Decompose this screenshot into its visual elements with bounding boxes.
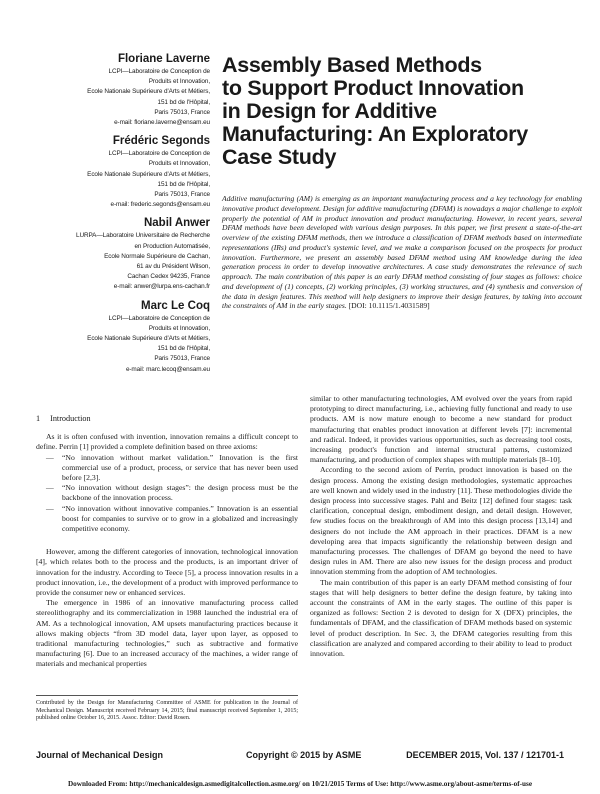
- footnote-text: Contributed by the Design for Manufacturing Committee of ASME for publication in the Journal of Mechanical Design. Manuscript received February 14, 2015; final manuscript received September 1, 2015; published online October 16, 2015. Assoc. Editor: David Rosen.: [36, 700, 298, 722]
- axiom-list: [36, 453, 298, 535]
- author-block: [10, 134, 210, 210]
- footnote: [36, 695, 298, 723]
- dash-bullet: —: [46, 503, 54, 513]
- title-line: to Support Product Innovation: [222, 76, 524, 100]
- abstract: [222, 194, 582, 311]
- affiliation-line: LCPI—Laboratoire de Conception de: [108, 68, 210, 75]
- axiom-text: “No innovation without innovative companies.” Innovation is an essential boost for companies to survive or to grow in a globalized and increasingly competitive economy.: [62, 503, 298, 534]
- section-heading: [36, 414, 298, 424]
- author-email: e-mail: floriane.laverne@ensam.eu: [114, 119, 210, 127]
- paragraph: similar to other manufacturing technologies, AM evolved over the years from rapid prototyping to direct manufacturing, i.e., achieving fully functional and ready to use products. AM is now mature enough to become a new standard for product manufacturing that enables product innovation at different levels [7]: incremental and radical. Indeed, it provides various opportunities, such as decreasing tool costs, increasing product's function and internal structural patterns, customized manufacturing, and production of complex shapes with multiple materials [8–10].: [310, 394, 572, 465]
- body-column-left: [36, 414, 298, 670]
- affiliation-line: LURPA—Laboratoire Universitaire de Recherche: [75, 232, 210, 240]
- author-block: [10, 216, 210, 292]
- section-number: 1: [36, 414, 41, 423]
- authors-column: [10, 52, 210, 381]
- body-column-right: [310, 394, 572, 659]
- affiliation-line: Ecole Normale Supérieure de Cachan,: [104, 252, 210, 260]
- affiliation-line: Ecole Nationale Supérieure d'Arts et Métiers,: [87, 335, 210, 343]
- author-name: Floriane Laverne: [117, 53, 210, 65]
- dash-bullet: —: [46, 452, 54, 462]
- issue-info: DECEMBER 2015, Vol. 137 / 121701-1: [406, 750, 564, 760]
- affiliation-line: Ecole Nationale Supérieure d'Arts et Métiers,: [87, 88, 210, 96]
- affiliation-line: Produits et Innovation,: [148, 160, 210, 168]
- author-email: e-mail: marc.lecoq@ensam.eu: [125, 365, 210, 373]
- title-line: Manufacturing: An Exploratory: [222, 122, 528, 146]
- author-block: [10, 299, 210, 375]
- paragraph: The main contribution of this paper is an early DFAM method consisting of four stages that will help designers to better define the design feature, by taking into account the constraints of AM in the early stages. The outline of this paper is organized as follows: Section 2 is devoted to design for X (DFX) principles, the fundamentals of DFAM, and the classification of DFAM methods based on systemic level of product description. In Sec. 3, the DFAM categories resulting from this classification are analyzed and compared according to their ability to lead to product innovation.: [310, 577, 572, 659]
- affiliation-line: 151 bd de l'Hôpital,: [157, 98, 210, 106]
- author-name: Frédéric Segonds: [112, 135, 210, 148]
- affiliation-line: LCPI—Laboratoire de Conception de: [108, 150, 210, 158]
- axiom-text: “No innovation without market validation.” Innovation is the first commercial use of a product, process, or service that has never been used before [2,3].: [62, 452, 298, 483]
- author-name: Marc Le Coq: [140, 299, 210, 312]
- download-notice: Downloaded From: http://mechanicaldesign.asmedigitalcollection.asme.org/ on 10/21/2015 Terms of Use: http://www.asme.org/about-asme/terms-of-use: [67, 780, 533, 788]
- paragraph: As it is often confused with invention, innovation remains a difficult concept to define. Perrin [1] provided a complete definition based on three axioms:: [36, 432, 298, 452]
- abstract-text: Additive manufacturing (AM) is emerging as an important manufacturing process and a key technology for enabling innovative product development. Design for additive manufacturing (DFAM) is nowadays a major challenge to exploit properly the potential of AM in product innovation and product manufacturing. However, in recent years, several DFAM methods have been developed with various design purposes. In this paper, we first present a state-of-the-art overview of the existing DFAM methods, then we introduce a classification of DFAM methods based on intermediate representations (IRs) and product's systemic level, and we make a comparison focused on the prospects for product innovation. Furthermore, we present an assembly based DFAM method using AM knowledge during the idea generation process in order to develop innovative architectures. A case study demonstrates the relevance of such approach. The main contribution of this paper is an early DFAM method consisting of four stages as follows: choice and development of (1) concepts, (2) working principles, (3) working structures, and (4) synthesis and conversion of the data in design features. This method will help designers to improve their design features, by taking into account the constraints of AM in the early stages.: [222, 194, 583, 311]
- list-item: [36, 504, 298, 535]
- author-name: Nabil Anwer: [143, 217, 210, 230]
- affiliation-line: Cachan Cedex 94235, France: [127, 273, 210, 281]
- affiliation-line: Paris 75013, France: [154, 355, 210, 363]
- author-email: e-mail: frederic.segonds@ensam.eu: [110, 201, 210, 209]
- paragraph: According to the second axiom of Perrin, product innovation is based on the design process. Among the existing design methodologies, systematic approaches are well known and widely used in the industry [11]. These methodologies divide the design process into successive stages. Pahl and Beitz [12] defined four stages: task clarification, conceptual design, embodiment design, and detail design. However, few studies focus on the breakthrough of AM into this design process [13,14] and designers do not include the AM approach in their practices. DFAM is a new developing area that impacts significantly the relationship between design and manufacturing processes. The challenges of DFAM go beyond the need to have design rules in AM. There are also new issues for the design process and product innovation stemming from the adoption of AM technologies.: [310, 465, 572, 577]
- title-line: Case Study: [222, 145, 337, 169]
- affiliation-line: LCPI—Laboratoire de Conception de: [108, 314, 210, 322]
- doi-link[interactable]: [DOI: 10.1115/1.4031589]: [348, 301, 430, 311]
- title-line: in Design for Additive: [222, 99, 437, 123]
- affiliation-line: en Production Automatisée,: [134, 242, 210, 250]
- affiliation-line: Paris 75013, France: [154, 108, 210, 116]
- affiliation-line: 151 bd de l'Hôpital,: [157, 180, 210, 188]
- author-block: [10, 52, 210, 128]
- list-item: [36, 453, 298, 484]
- section-title: Introduction: [50, 414, 91, 423]
- paragraph: However, among the different categories of innovation, technological innovation [4], which relates both to the process and the products, is an important driver of innovation for the industry. According to Teece [5], a process innovation results in a product innovation, i.e., the development of a product with improved performance to provide the consumer new or enhanced services.: [36, 547, 298, 598]
- journal-name: Journal of Mechanical Design: [36, 750, 164, 760]
- paper-title: [222, 54, 582, 169]
- dash-bullet: —: [46, 483, 54, 493]
- affiliation-line: Produits et Innovation,: [148, 78, 210, 86]
- affiliation-line: 61 av du Président Wilson,: [136, 263, 210, 271]
- title-line: Assembly Based Methods: [222, 53, 482, 77]
- affiliation-line: Paris 75013, France: [154, 191, 210, 199]
- affiliation-line: 151 bd de l'Hôpital,: [157, 345, 210, 353]
- author-email: e-mail: anwer@lurpa.ens-cachan.fr: [113, 283, 210, 291]
- affiliation-line: Produits et Innovation,: [148, 324, 210, 332]
- affiliation-line: Ecole Nationale Supérieure d'Arts et Métiers,: [87, 170, 210, 178]
- list-item: [36, 483, 298, 503]
- axiom-text: “No innovation without design stages”: the design process must be the backbone of the innovation process.: [62, 483, 298, 503]
- paragraph: The emergence in 1986 of an innovative manufacturing process called stereolithography and its commercialization in 1988 launched the industrial era of AM. As a technological innovation, AM upsets manufacturing practices because it allows making objects “from 3D model data, layer upon layer, as opposed to traditional manufacturing technologies,” such as subtractive and formative manufacturing [6]. Due to an increased accuracy of the machines, a wider range of materials and mechanical properties: [36, 598, 298, 669]
- copyright: Copyright © 2015 by ASME: [246, 750, 362, 760]
